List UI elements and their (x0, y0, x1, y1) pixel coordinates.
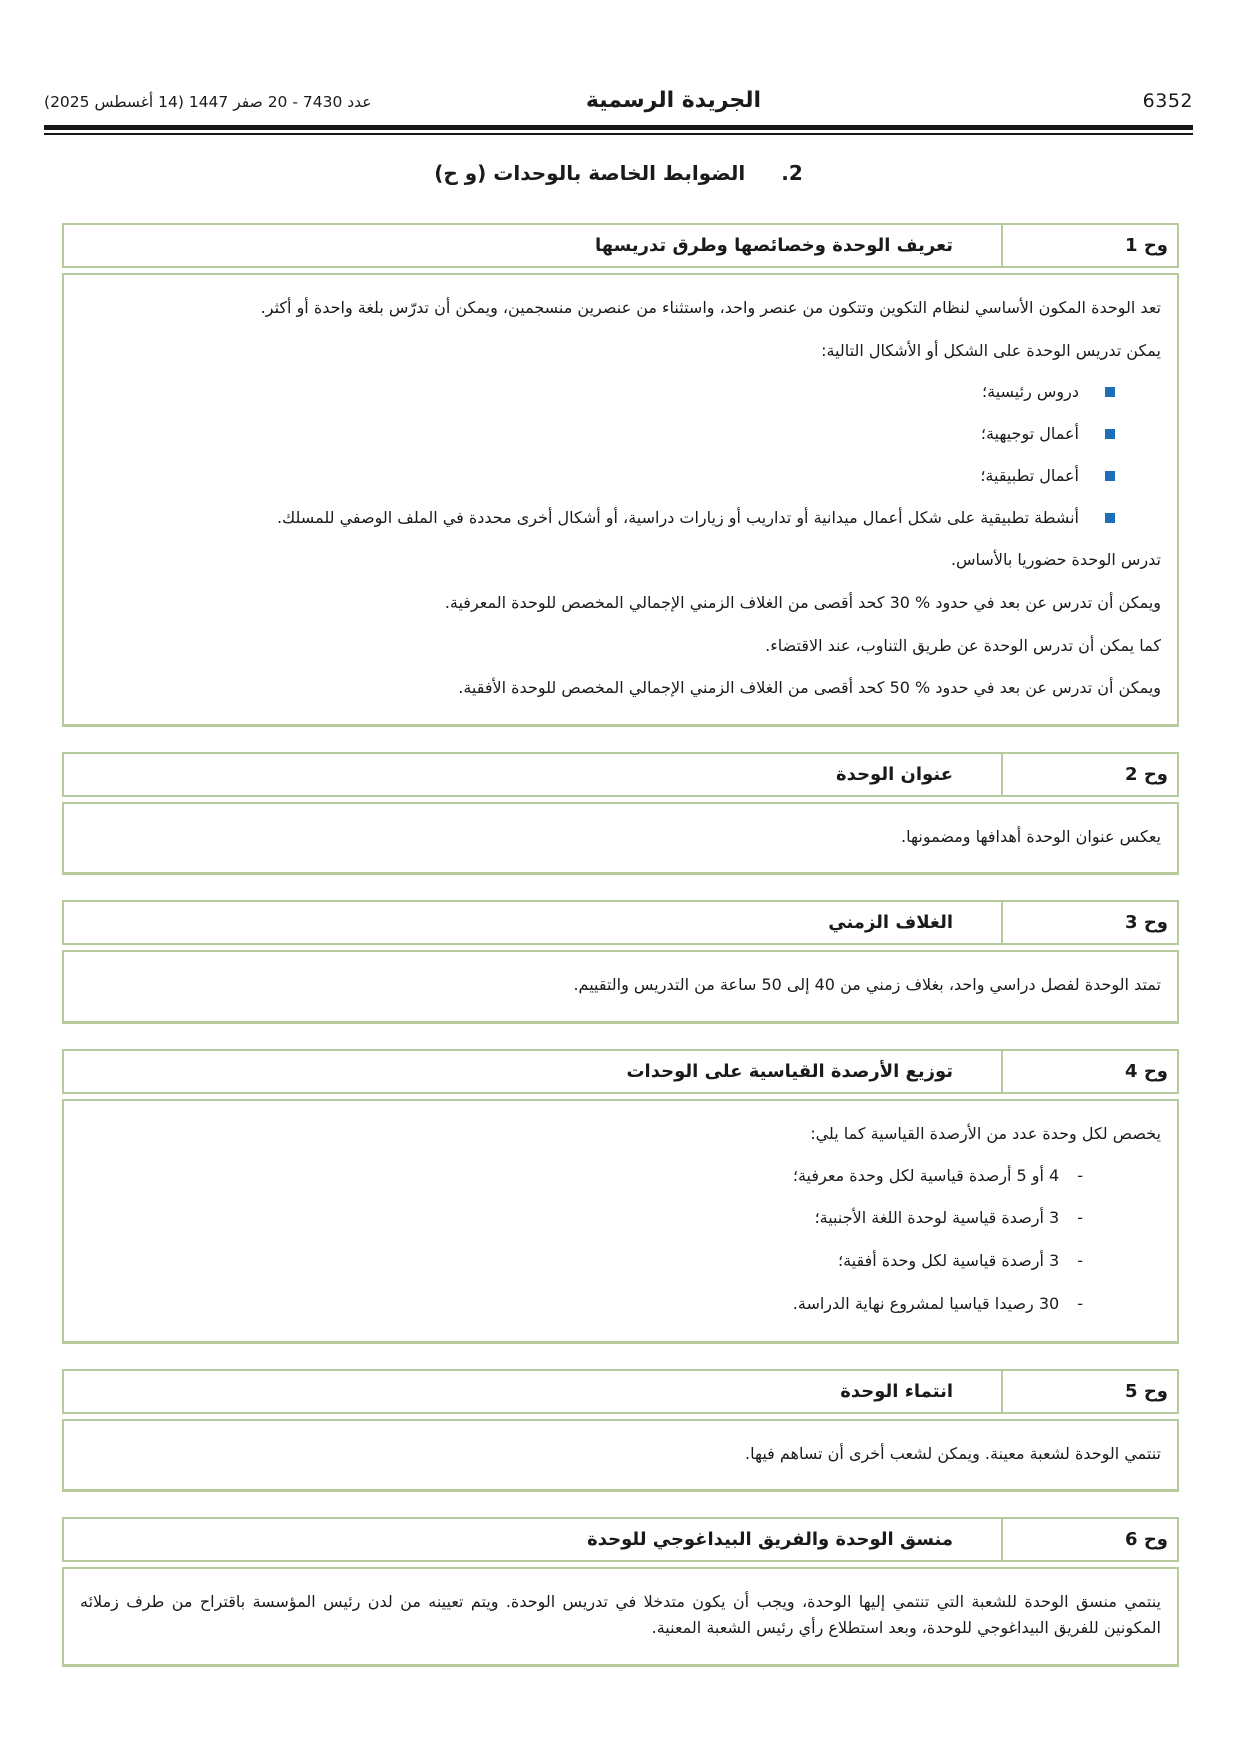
list-item-text: 30 رصيدا قياسيا لمشروع نهاية الدراسة. (792, 1293, 1060, 1313)
list-item (80, 1164, 1083, 1189)
list-item (80, 464, 1115, 489)
page-number: 6352 (1142, 90, 1193, 112)
list-item (80, 380, 1115, 405)
unit-code-cell: وح 6 (1001, 1519, 1177, 1560)
body-paragraph: تدرس الوحدة حضوريا بالأساس. (950, 550, 1161, 570)
unit-title-cell: توزيع الأرصدة القياسية على الوحدات (626, 1060, 953, 1082)
unit-header-row (62, 223, 1179, 268)
unit-table (62, 1517, 1179, 1666)
unit-header-row (62, 1049, 1179, 1094)
section-number: 2. (781, 161, 803, 185)
body-paragraph: يعكس عنوان الوحدة أهدافها ومضمونها. (901, 826, 1161, 846)
section-heading (44, 161, 1193, 185)
unit-body-cell (62, 802, 1179, 876)
body-paragraph: يمكن تدريس الوحدة على الشكل أو الأشكال التالية: (821, 340, 1161, 360)
unit-header-row (62, 1369, 1179, 1414)
unit-table (62, 752, 1179, 876)
unit-header-row (62, 900, 1179, 945)
list-item-text: 3 أرصدة قياسية لوحدة اللغة الأجنبية؛ (814, 1208, 1060, 1228)
unit-body-cell (62, 273, 1179, 727)
list-item-text: أعمال تطبيقية؛ (980, 465, 1079, 485)
body-paragraph: تعد الوحدة المكون الأساسي لنظام التكوين وتتكون من عنصر واحد، واستثناء من عنصرين منسجمين، ويمكن أن تدرّس بلغة واحدة أو أكثر. (260, 298, 1161, 317)
unit-title-cell: تعريف الوحدة وخصائصها وطرق تدريسها (594, 235, 953, 256)
list-item-text: أعمال توجيهية؛ (980, 423, 1079, 443)
unit-table (62, 1049, 1179, 1344)
unit-code-cell: وح 5 (1001, 1371, 1177, 1412)
square-bullet-icon (1105, 513, 1115, 523)
unit-tables (44, 223, 1193, 1667)
unit-table (62, 900, 1179, 1024)
unit-code-cell: وح 4 (1001, 1051, 1177, 1092)
square-bullet-icon (1105, 471, 1115, 481)
gazette-title: الجريدة الرسمية (585, 88, 762, 113)
dash-list (80, 1164, 1161, 1317)
unit-body-cell (62, 1419, 1179, 1493)
unit-code-cell: وح 1 (1001, 225, 1177, 266)
body-paragraph: ويمكن أن تدرس عن بعد في حدود % 50 كحد أقصى من الغلاف الزمني الإجمالي المخصص للوحدة الأفقية. (458, 678, 1161, 698)
unit-header-row (62, 1517, 1179, 1562)
unit-code-cell: وح 2 (1001, 754, 1177, 795)
list-item-text: دروس رئيسية؛ (982, 382, 1079, 402)
unit-body-cell (62, 950, 1179, 1024)
issue-info: عدد 7430 - 20 صفر 1447 (14 أغسطس 2025) (44, 93, 372, 111)
dash-icon: - (1077, 1165, 1083, 1185)
list-item (80, 506, 1115, 531)
list-item (80, 1249, 1083, 1274)
unit-table (62, 1369, 1179, 1493)
square-bullet-icon (1105, 387, 1115, 397)
unit-table (62, 223, 1179, 727)
body-paragraph: تنتمي الوحدة لشعبة معينة. ويمكن لشعب أخرى أن تساهم فيها. (744, 1443, 1161, 1463)
unit-title-cell: الغلاف الزمني (828, 912, 953, 934)
list-item (80, 422, 1115, 447)
header-rule (44, 125, 1193, 135)
dash-icon: - (1077, 1208, 1083, 1228)
list-item-text: 3 أرصدة قياسية لكل وحدة أفقية؛ (837, 1251, 1060, 1271)
square-bullet-list (80, 380, 1161, 530)
unit-body-cell (62, 1567, 1179, 1666)
list-item-text: 4 أو 5 أرصدة قياسية لكل وحدة معرفية؛ (792, 1165, 1060, 1185)
section-title: الضوابط الخاصة بالوحدات (و ح) (434, 161, 746, 185)
list-item-text: أنشطة تطبيقية على شكل أعمال ميدانية أو تداريب أو زيارات دراسية، أو أشكال أخرى محددة في الملف الوصفي للمسلك. (276, 507, 1079, 527)
body-paragraph: ينتمي منسق الوحدة للشعبة التي تنتمي إليها الوحدة، ويجب أن يكون متدخلا في تدريس الوحدة. ويتم تعيينه من لدن رئيس المؤسسة باقتراح من طرف زملائه المكونين للفريق البيداغوجي للوحدة، وبعد استطلاع رأي رئيس الشعبة المعنية. (80, 1592, 1161, 1637)
square-bullet-icon (1105, 429, 1115, 439)
unit-header-row (62, 752, 1179, 797)
body-paragraph: كما يمكن أن تدرس الوحدة عن طريق التناوب، عند الاقتضاء. (765, 635, 1161, 655)
unit-title-cell: منسق الوحدة والفريق البيداغوجي للوحدة (587, 1529, 953, 1551)
dash-icon: - (1077, 1251, 1083, 1271)
list-item (80, 1206, 1083, 1231)
body-paragraph: تمتد الوحدة لفصل دراسي واحد، بغلاف زمني من 40 إلى 50 ساعة من التدريس والتقييم. (573, 975, 1161, 995)
body-paragraph: يخصص لكل وحدة عدد من الأرصدة القياسية كما يلي: (810, 1123, 1161, 1143)
body-paragraph: ويمكن أن تدرس عن بعد في حدود % 30 كحد أقصى من الغلاف الزمني الإجمالي المخصص للوحدة المعرفية. (444, 592, 1161, 612)
unit-code-cell: وح 3 (1001, 902, 1177, 943)
unit-title-cell: عنوان الوحدة (836, 763, 953, 785)
page-header (44, 88, 1193, 113)
dash-icon: - (1077, 1293, 1083, 1313)
list-item (80, 1292, 1083, 1317)
unit-body-cell (62, 1099, 1179, 1344)
unit-title-cell: انتماء الوحدة (840, 1380, 953, 1402)
